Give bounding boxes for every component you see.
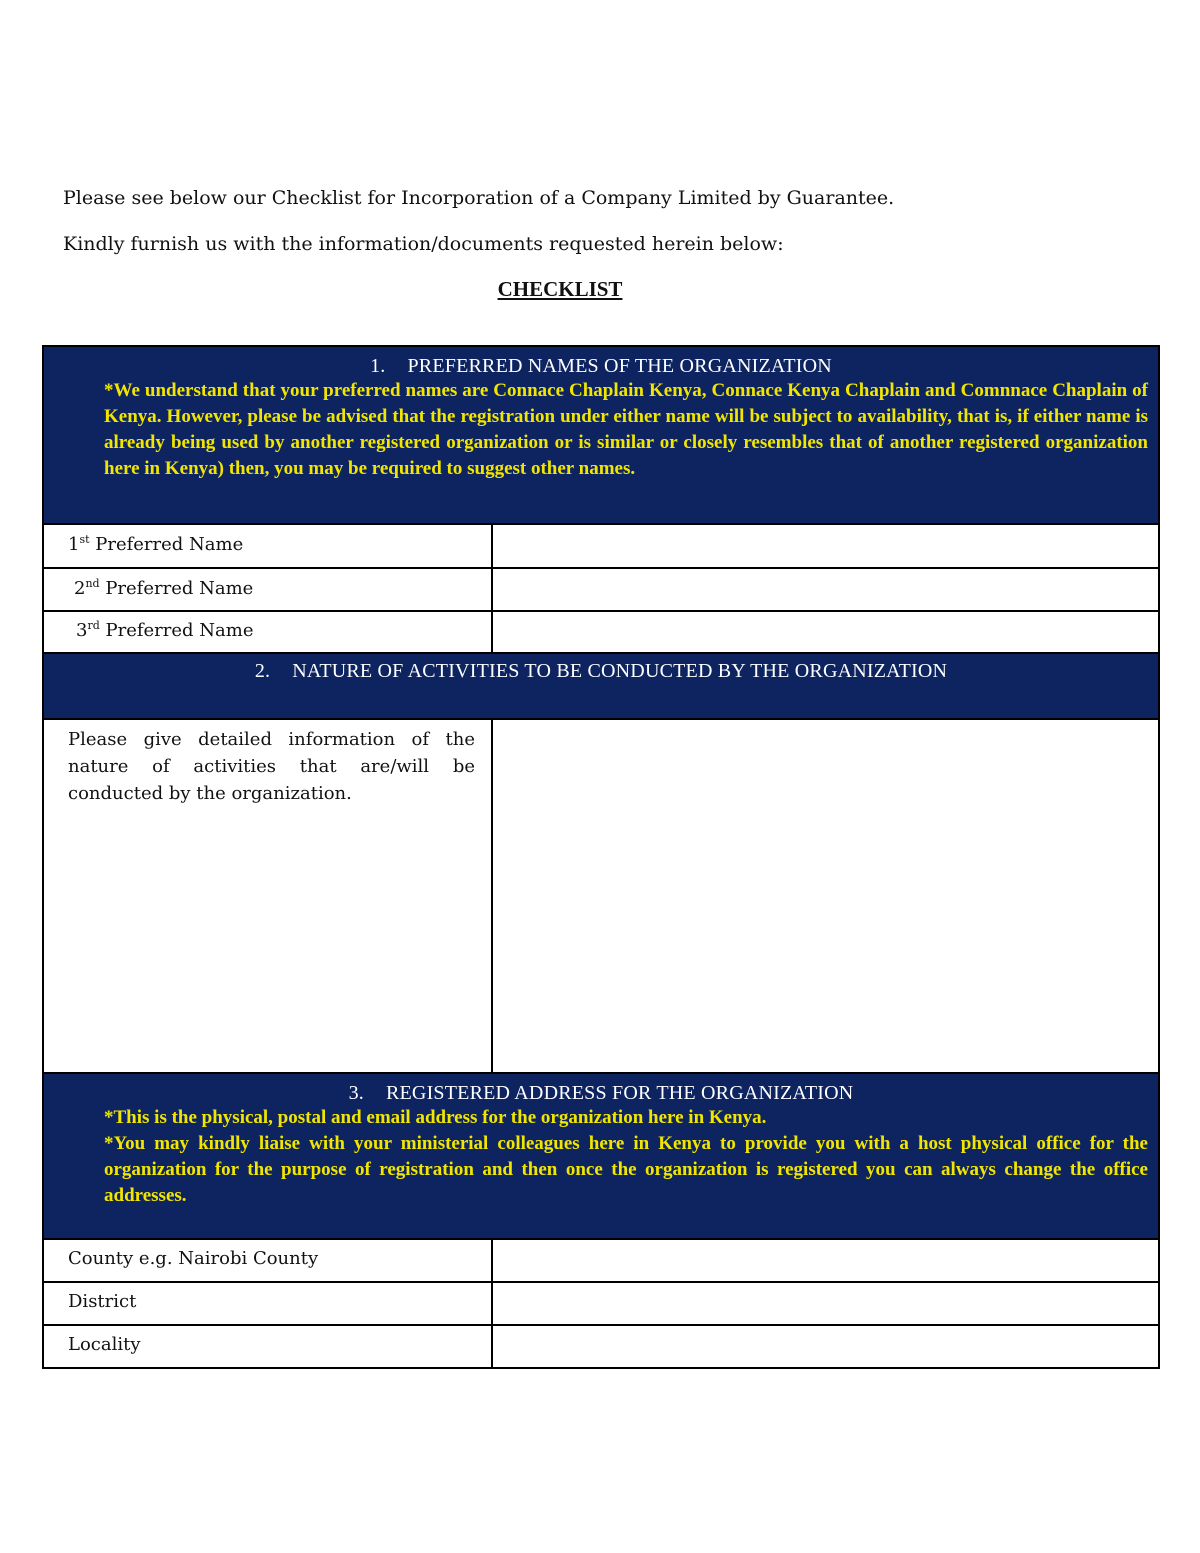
section-3-note-2: *You may kindly liaise with your ministerial colleagues here in Kenya to provide you with a host physical office for the organization for the purpose of registration and then once the organization is registered you can always change the office addresses.: [104, 1133, 1148, 1206]
preferred-name-row-2: [43, 568, 1159, 611]
section-2-title-text: NATURE OF ACTIVITIES TO BE CONDUCTED BY THE ORGANIZATION: [292, 660, 948, 682]
activities-prompt: Please give detailed information of the nature of activities that are/will be conducted by the organization.: [68, 729, 475, 804]
section-2-header-row: [43, 653, 1159, 719]
ordinal-3: 3: [76, 620, 88, 641]
intro-line-2: Kindly furnish us with the information/documents requested herein below:: [63, 233, 784, 255]
address-value-district[interactable]: [492, 1282, 1159, 1325]
preferred-name-text-2: Preferred Name: [99, 578, 254, 599]
preferred-name-value-2[interactable]: [492, 568, 1159, 611]
preferred-name-text-3: Preferred Name: [99, 620, 254, 641]
section-3-note-1: *This is the physical, postal and email address for the organization here in Kenya.: [104, 1107, 767, 1128]
address-row-county: [43, 1239, 1159, 1282]
intro-line-1: Please see below our Checklist for Incorporation of a Company Limited by Guarantee.: [63, 187, 895, 209]
ordinal-suffix-2: nd: [85, 577, 100, 590]
section-1-header-row: [43, 346, 1159, 524]
section-2-number: 2.: [254, 660, 271, 682]
section-1-number: 1.: [370, 355, 386, 377]
ordinal-suffix-3: rd: [87, 619, 100, 632]
preferred-name-label-cell-3: [43, 611, 492, 653]
section-1-title-text: PREFERRED NAMES OF THE ORGANIZATION: [407, 355, 832, 377]
section-1-header: [43, 346, 1159, 524]
preferred-name-text-1: Preferred Name: [89, 534, 244, 555]
address-row-district: [43, 1282, 1159, 1325]
activities-value[interactable]: [492, 719, 1159, 1073]
checklist-title: CHECKLIST: [497, 277, 623, 301]
ordinal-2: 2: [74, 578, 86, 599]
address-label-county: County e.g. Nairobi County: [68, 1248, 319, 1269]
section-1-note: *We understand that your preferred names are Connace Chaplain Kenya, Connace Kenya Chaplain and Comnnace Chaplain of Kenya. However, please be advised that the registration under either name will be subject to availability, that is, if either name is already being used by another registered organization or is similar or closely resembles that of another registered organization here in Kenya) then, you may be required to suggest other names.: [104, 380, 1148, 479]
preferred-name-row-1: [43, 524, 1159, 568]
address-value-county[interactable]: [492, 1239, 1159, 1282]
preferred-name-label-cell-2: [43, 568, 492, 611]
address-label-locality: Locality: [68, 1334, 141, 1355]
section-2-header: [43, 653, 1159, 719]
preferred-name-row-3: [43, 611, 1159, 653]
ordinal-1: 1: [68, 534, 80, 555]
activities-prompt-cell: [43, 719, 492, 1073]
section-3-header: [43, 1073, 1159, 1239]
address-label-district: District: [68, 1291, 137, 1312]
section-3-number: 3.: [348, 1082, 364, 1104]
section-3-title: [44, 1082, 1158, 1105]
address-label-cell-locality: [43, 1325, 492, 1368]
preferred-name-label-3: [44, 612, 491, 641]
address-label-cell-county: [43, 1239, 492, 1282]
preferred-name-label-cell-1: [43, 524, 492, 568]
preferred-name-label-1: [44, 525, 491, 555]
address-row-locality: [43, 1325, 1159, 1368]
preferred-name-label-2: [44, 569, 491, 599]
preferred-name-value-1[interactable]: [492, 524, 1159, 568]
section-3-header-row: [43, 1073, 1159, 1239]
section-1-title: [44, 355, 1158, 378]
section-2-title: [44, 660, 1158, 683]
address-value-locality[interactable]: [492, 1325, 1159, 1368]
ordinal-suffix-1: st: [79, 533, 90, 546]
address-label-cell-district: [43, 1282, 492, 1325]
activities-row: [43, 719, 1159, 1073]
section-3-title-text: REGISTERED ADDRESS FOR THE ORGANIZATION: [385, 1082, 854, 1104]
preferred-name-value-3[interactable]: [492, 611, 1159, 653]
checklist-table: [42, 345, 1160, 1369]
